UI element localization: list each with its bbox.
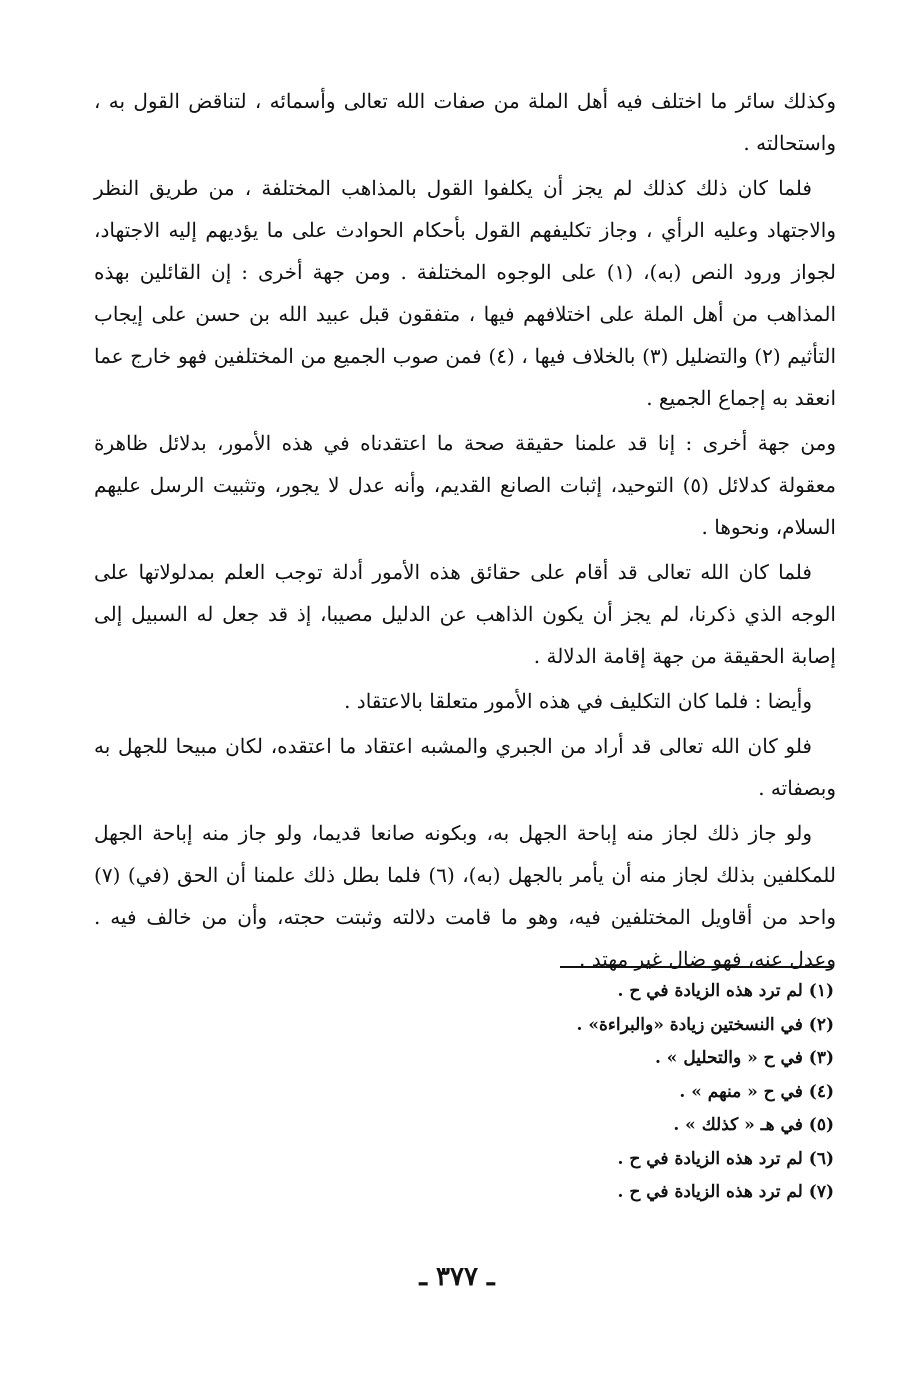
footnote: (٧) لم ترد هذه الزيادة في ح . [617,1182,834,1202]
paragraph: ولو جاز ذلك لجاز منه إباحة الجهل به، وبكونه صانعا قديما، ولو جاز منه إباحة الجهل للمكلفين بذلك لجاز منه أن يأمر بالجهل (به)، (٦) فلما بطل ذلك علمنا أن الحق (في) (٧) واحد من أقاويل المختلفين فيه، وهو ما قامت دلالته وثبتت حجته، وأن من خالف فيه . وعدل عنه، فهو ضال غير مهتد . [94,821,836,971]
main-text [94,80,836,983]
paragraph: فلما كان ذلك كذلك لم يجز أن يكلفوا القول بالمذاهب المختلفة ، من طريق النظر والاجتهاد وعليه الرأي ، وجاز تكليفهم القول بأحكام الحوادث على ما يؤديهم إليه الاجتهاد، لجواز ورود النص (به)، (١) على الوجوه المختلفة . ومن جهة أخرى : إن القائلين بهذه المذاهب من أهل الملة على اختلافهم فيها ، متفقون قبل عبيد الله بن حسن على إيجاب التأثيم (٢) والتضليل (٣) بالخلاف فيها ، (٤) فمن صوب الجميع من المختلفين فهو خارج عما انعقد به إجماع الجميع . [94,176,837,410]
page-number: ـ ٣٧٧ ـ [419,1262,495,1292]
footnotes [414,975,834,1210]
footnote: (٣) في ح « والتحليل » . [654,1048,834,1068]
paragraph: ومن جهة أخرى : إنا قد علمنا حقيقة صحة ما اعتقدناه في هذه الأمور، بدلائل ظاهرة معقولة كدلائل (٥) التوحيد، إثبات الصانع القديم، وأنه عدل لا يجور، وتثبيت الرسل عليهم السلام، ونحوها . [94,431,836,539]
footnote: (٥) في هـ « كذلك » . [673,1115,834,1135]
footnote-divider [560,966,832,968]
paragraph: وكذلك سائر ما اختلف فيه أهل الملة من صفات الله تعالى وأسمائه ، لتناقض القول به ، واستحالته . [94,89,836,155]
paragraph: وأيضا : فلما كان التكليف في هذه الأمور متعلقا بالاعتقاد . [344,689,812,713]
paragraph: فلو كان الله تعالى قد أراد من الجبري والمشبه اعتقاد ما اعتقده، لكان مبيحا للجهل به وبصفاته . [94,734,836,800]
paragraph: فلما كان الله تعالى قد أقام على حقائق هذه الأمور أدلة توجب العلم بمدلولاتها على الوجه الذي ذكرنا، لم يجز أن يكون الذاهب عن الدليل مصيبا، إذ قد جعل له السبيل إلى إصابة الحقيقة من جهة إقامة الدلالة . [94,560,836,668]
footnote: (١) لم ترد هذه الزيادة في ح . [617,981,834,1001]
footnote: (٤) في ح « منهم » . [679,1081,834,1102]
footnote: (٦) لم ترد هذه الزيادة في ح . [617,1148,834,1169]
footnote: (٢) في النسختين زيادة «والبراءة» . [576,1014,834,1035]
